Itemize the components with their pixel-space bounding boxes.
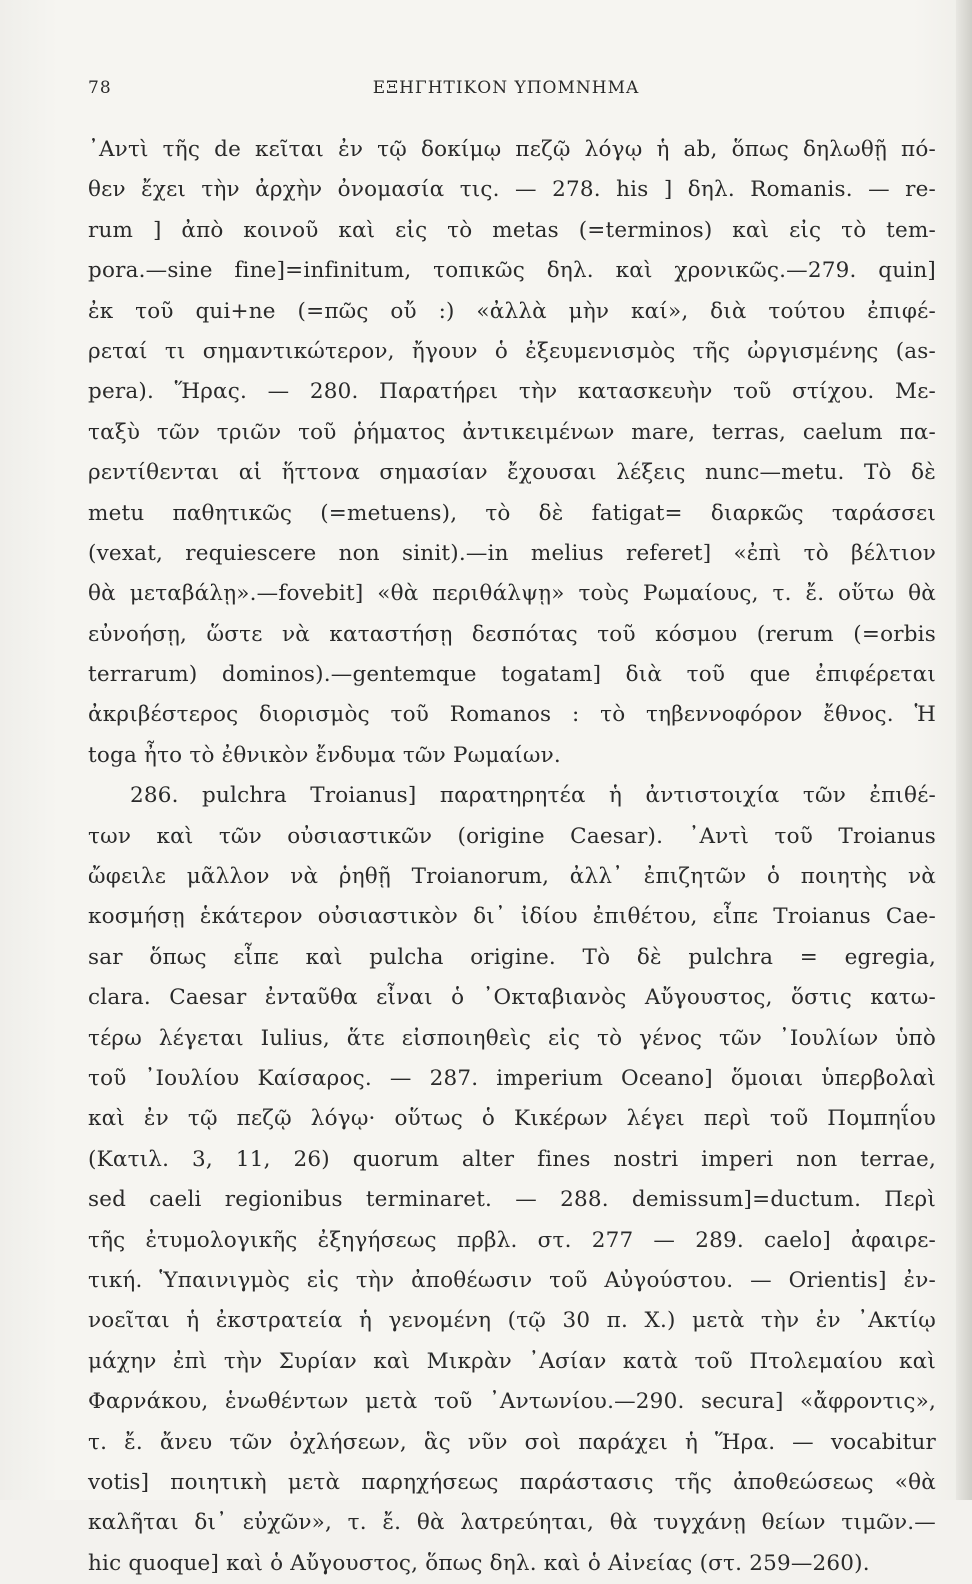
text-line: θεν ἔχει τὴν ἀρχὴν ὀνομασία τις. — 278. his ] δηλ. Romanis. — re- [88,177,936,203]
text-line: (vexat, requiescere non sinit).—in melius referet] «ἐπὶ τὸ βέλτιον [88,540,936,566]
text-line: 286. pulchra Troianus] παρατηρητέα ἡ ἀντιστοιχία τῶν ἐπιθέ- [130,783,936,809]
text-line: Φαρνάκου, ἑνωθέντων μετὰ τοῦ ᾿Αντωνίου.—290. secura] «ἄφροντις», [88,1389,936,1415]
text-line: votis] ποιητικὴ μετὰ παρηχήσεως παράστασις τῆς ἀποθεώσεως «θὰ [88,1469,936,1495]
text-line: τέρω λέγεται Iulius, ἅτε εἰσποιηθεὶς εἰς τὸ γένος τῶν ᾿Ιουλίων ὑπὸ [88,1025,936,1051]
text-line: toga ἦτο τὸ ἐθνικὸν ἔνδυμα τῶν Ρωμαίων. [88,742,561,768]
running-title: ΕΞΗΓΗΤΙΚΟΝ ΥΠΟΜΝΗΜΑ [372,78,640,98]
text-line: sed caeli regionibus terminaret. — 288. demissum]=ductum. Περὶ [88,1187,936,1213]
text-line: των καὶ τῶν οὐσιαστικῶν (origine Caesar). ᾿Αντὶ τοῦ Troianus [88,823,936,849]
text-line: sar ὅπως εἶπε καὶ pulcha origine. Τὸ δὲ pulchra = egregia, [88,944,936,970]
text-line: pera). Ἥρας. — 280. Παρατήρει τὴν κατασκευὴν τοῦ στίχου. Με- [88,379,936,405]
text-line: rum ] ἀπὸ κοινοῦ καὶ εἰς τὸ metas (=terminos) καὶ εἰς τὸ tem- [88,217,936,243]
text-line: καλῆται δι᾿ εὐχῶν», τ. ἔ. θὰ λατρεύηται, θὰ τυγχάνῃ θείων τιμῶν.— [88,1510,936,1536]
text-line: metu παθητικῶς (=metuens), τὸ δὲ fatigat= διαρκῶς ταράσσει [88,500,936,526]
page-number: 78 [88,78,112,98]
text-line: τική. Ὑπαινιγμὸς εἰς τὴν ἀποθέωσιν τοῦ Αὐγούστου. — Orientis] ἐν- [88,1267,936,1293]
text-line: ὤφειλε μᾶλλον νὰ ῥηθῇ Troianorum, ἀλλ᾿ ἐπιζητῶν ὁ ποιητὴς νὰ [88,864,936,890]
text-line: (Κατιλ. 3, 11, 26) quorum alter fines nostri imperi non terrae, [88,1146,936,1172]
text-line: clara. Caesar ἐνταῦθα εἶναι ὁ ᾿Οκταβιανὸς Αὔγουστος, ὅστις κατω- [88,985,936,1011]
text-line: τ. ἔ. ἄνευ τῶν ὀχλήσεων, ἃς νῦν σοὶ παράχει ἡ Ἥρα. — vocabitur [88,1429,936,1455]
page-edge [956,0,972,1500]
text-line: hic quoque] καὶ ὁ Αὔγουστος, ὅπως δηλ. καὶ ὁ Αἰνείας (στ. 259—260). [88,1550,870,1576]
text-line: ἀκριβέστερος διορισμὸς τοῦ Romanos : τὸ τηβεννοφόρον ἔθνος. Ἡ [88,702,936,728]
text-line: καὶ ἐν τῷ πεζῷ λόγῳ· οὕτως ὁ Κικέρων λέγει περὶ τοῦ Πομπηΐου [88,1106,936,1132]
text-line: ρεταί τι σημαντικώτερον, ἤγουν ὁ ἐξευμενισμὸς τῆς ὠργισμένης (as- [88,338,936,364]
text-line: κοσμήσῃ ἑκάτερον οὐσιαστικὸν δι᾿ ἰδίου ἐπιθέτου, εἶπε Troianus Cae- [88,904,936,930]
text-line: μάχην ἐπὶ τὴν Συρίαν καὶ Μικρὰν ᾿Ασίαν κατὰ τοῦ Πτολεμαίου καὶ [88,1348,936,1374]
text-line: pora.—sine fine]=infinitum, τοπικῶς δηλ. καὶ χρονικῶς.—279. quin] [88,258,936,284]
text-line: ταξὺ τῶν τριῶν τοῦ ῥήματος ἀντικειμένων mare, terras, caelum πα- [88,419,936,445]
text-line: terrarum) dominos).—gentemque togatam] διὰ τοῦ que ἐπιφέρεται [88,662,936,688]
text-line: εὐνοήσῃ, ὥστε νὰ καταστήσῃ δεσπότας τοῦ κόσμου (rerum (=orbis [88,621,936,647]
text-line: θὰ μεταβάλῃ».—fovebit] «θὰ περιθάλψῃ» τοὺς Ρωμαίους, τ. ἔ. οὕτω θὰ [88,581,936,607]
text-line: τοῦ ᾿Ιουλίου Καίσαρος. — 287. imperium Oceano] ὅμοιαι ὑπερβολαὶ [88,1065,936,1091]
commentary-body [88,130,936,1584]
text-line: ρεντίθενται αἱ ἥττονα σημασίαν ἔχουσαι λέξεις nunc—metu. Τὸ δὲ [88,460,936,486]
text-line: ᾿Αντὶ τῆς de κεῖται ἐν τῷ δοκίμῳ πεζῷ λόγῳ ἡ ab, ὅπως δηλωθῇ πό- [88,137,936,162]
text-line: νοεῖται ἡ ἐκστρατεία ἡ γενομένη (τῷ 30 π. Χ.) μετὰ τὴν ἐν ᾿Ακτίῳ [88,1308,936,1334]
text-line: ἐκ τοῦ qui+ne (=πῶς οὔ :) «ἀλλὰ μὴν καί», διὰ τούτου ἐπιφέ- [88,298,936,324]
page-header [88,78,924,102]
text-line: τῆς ἐτυμολογικῆς ἐξηγήσεως πρβλ. στ. 277 — 289. caelo] ἀφαιρε- [88,1227,936,1253]
